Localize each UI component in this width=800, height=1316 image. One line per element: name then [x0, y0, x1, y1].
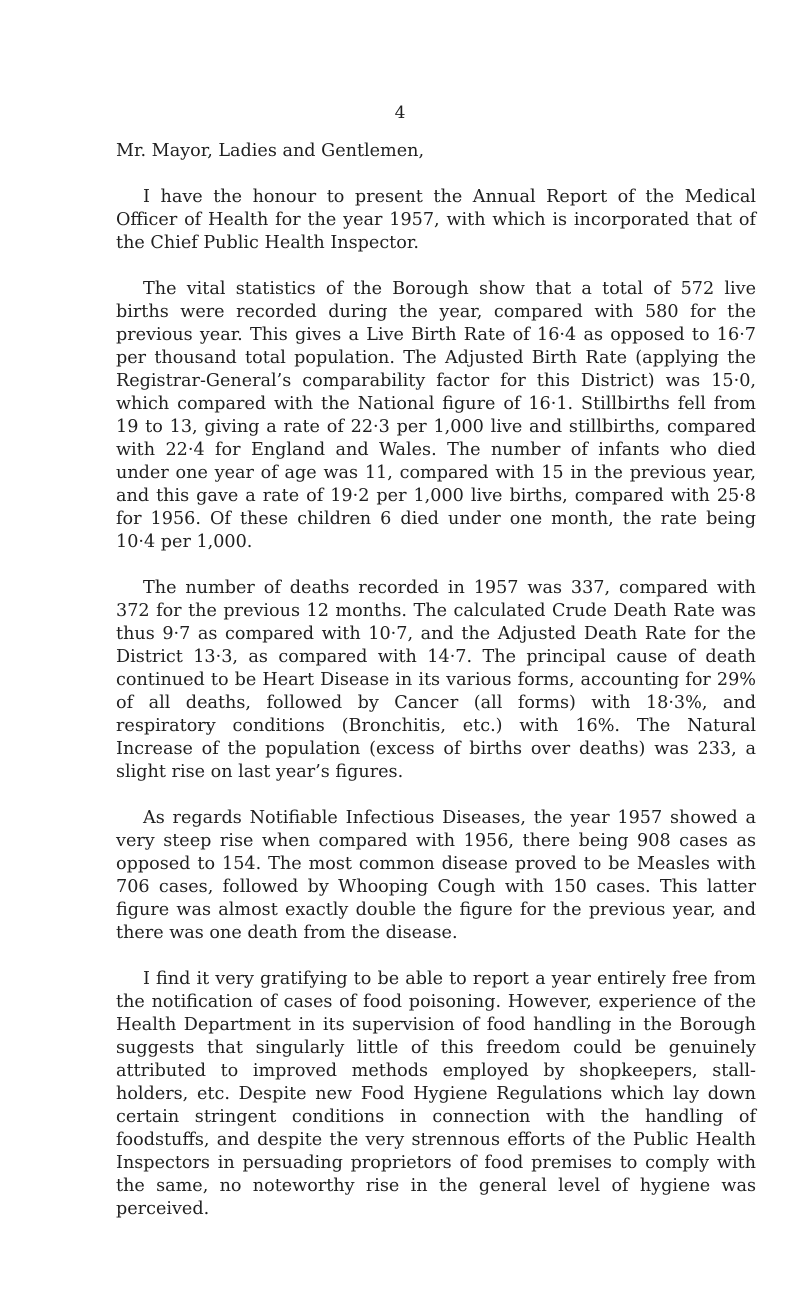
- paragraph-food-poisoning: I find it very gratifying to be able to report a year entirely free from the notification of cases of food poisoning. However, experience of the Health Department in its supervision of food handling in the Borough suggests that singularly little of this freedom could be genuinely attributed to improved methods employed by shopkeepers, stall-holders, etc. Despite new Food Hygiene Regulations which lay down certain stringent conditions in connection with the handling of foodstuffs, and despite the very strennous efforts of the Public Health Inspectors in persuading proprietors of food premises to comply with the same, no noteworthy rise in the general level of hygiene was perceived.: [116, 969, 756, 1219]
- paragraph-deaths: The number of deaths recorded in 1957 was 337, compared with 372 for the previous 12 months. The calculated Crude Death Rate was thus 9·7 as compared with 10·7, and the Adjusted Death Rate for the District 13·3, as compared with 14·7. The principal cause of death continued to be Heart Disease in its various forms, accounting for 29% of all deaths, followed by Cancer (all forms) with 18·3%, and respiratory conditions (Bronchitis, etc.) with 16%. The Natural Increase of the population (excess of births over deaths) was 233, a slight rise on last year’s figures.: [116, 578, 756, 782]
- letter-body: [116, 140, 756, 1221]
- salutation: Mr. Mayor, Ladies and Gentlemen,: [116, 141, 425, 161]
- paragraph-introduction: I have the honour to present the Annual Report of the Medical Officer of Health for the year 1957, with which is incorporated that of the Chief Public Health Inspector.: [116, 187, 756, 253]
- paragraph-infectious-diseases: As regards Notifiable Infectious Diseases, the year 1957 showed a very steep rise when compared with 1956, there being 908 cases as opposed to 154. The most common disease proved to be Measles with 706 cases, followed by Whooping Cough with 150 cases. This latter figure was almost exactly double the figure for the previous year, and there was one death from the disease.: [116, 808, 756, 943]
- paragraph-vital-statistics: The vital statistics of the Borough show that a total of 572 live births were recorded during the year, compared with 580 for the previous year. This gives a Live Birth Rate of 16·4 as opposed to 16·7 per thousand total population. The Adjusted Birth Rate (applying the Registrar-General’s comparability factor for this District) was 15·0, which compared with the National figure of 16·1. Stillbirths fell from 19 to 13, giving a rate of 22·3 per 1,000 live and stillbirths, compared with 22·4 for England and Wales. The number of infants who died under one year of age was 11, compared with 15 in the previous year, and this gave a rate of 19·2 per 1,000 live births, compared with 25·8 for 1956. Of these children 6 died under one month, the rate being 10·4 per 1,000.: [116, 279, 756, 552]
- page-number: 4: [394, 103, 406, 123]
